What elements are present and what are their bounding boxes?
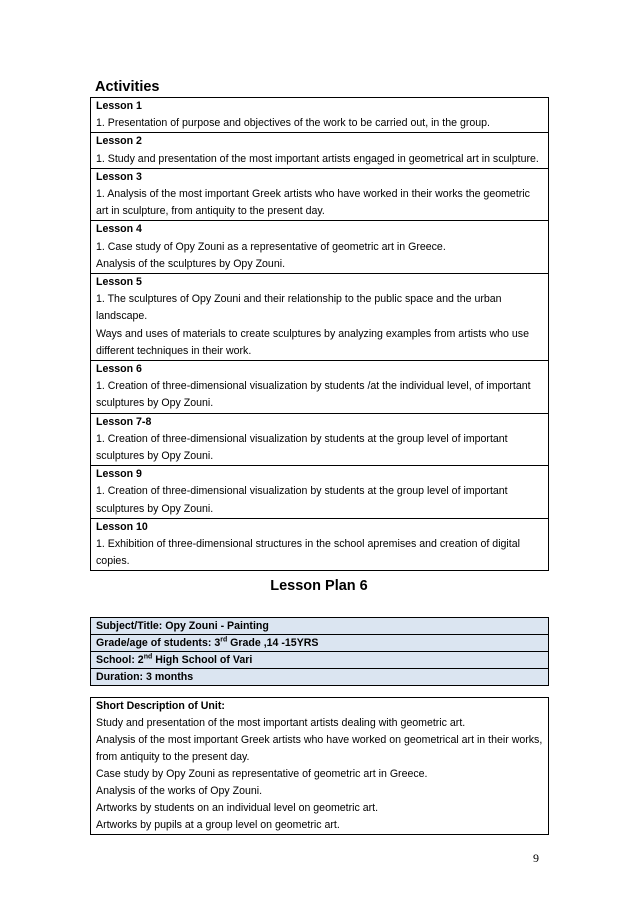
lesson-text: 1. Case study of Opy Zouni as a representative of geometric art in Greece. <box>96 240 446 253</box>
lesson-title: Lesson 9 <box>96 468 142 481</box>
lesson-row <box>91 413 549 466</box>
lesson-row <box>91 361 549 414</box>
lesson-row <box>91 221 549 274</box>
lesson-title: Lesson 10 <box>96 520 148 533</box>
unit-description-title: Short Description of Unit: <box>96 700 225 712</box>
unit-description-line: Case study by Opy Zouni as representative of geometric art in Greece. <box>96 768 428 780</box>
lesson-text: Ways and uses of materials to create sculptures by analyzing examples from artists who use different techniques in their work. <box>96 327 529 357</box>
lesson-title: Lesson 5 <box>96 276 142 289</box>
school-ordinal: nd <box>143 653 153 661</box>
lesson-cell <box>91 98 549 133</box>
lesson-cell <box>91 274 549 361</box>
lesson-row <box>91 466 549 519</box>
subject-title: Subject/Title: Opy Zouni - Painting <box>91 618 549 635</box>
unit-description-line: Analysis of the works of Opy Zouni. <box>96 785 263 797</box>
lesson-text: 1. Creation of three-dimensional visualization by students /at the individual level, of important sculptures by Opy Zouni. <box>96 380 531 410</box>
school-prefix: School: 2 <box>96 654 144 666</box>
unit-description-row <box>91 698 549 835</box>
lesson-text: 1. Exhibition of three-dimensional structures in the school apremises and creation of digital copies. <box>96 538 520 568</box>
lesson-title: Lesson 3 <box>96 170 142 183</box>
lesson-row <box>91 168 549 221</box>
page-number: 9 <box>533 851 539 865</box>
lesson-plan-title: Lesson Plan 6 <box>270 578 368 594</box>
duration: Duration: 3 months <box>91 669 549 686</box>
lesson-row <box>91 133 549 168</box>
lesson-cell <box>91 413 549 466</box>
lesson-text: 1. Study and presentation of the most important artists engaged in geometrical art in sculpture. <box>96 152 539 165</box>
school <box>91 652 549 669</box>
activities-heading: Activities <box>95 79 160 95</box>
grade-age <box>91 635 549 652</box>
lesson-text: 1. Creation of three-dimensional visualization by students at the group level of important sculptures by Opy Zouni. <box>96 432 508 463</box>
lesson-title: Lesson 4 <box>96 223 142 236</box>
lesson-cell <box>91 466 549 519</box>
lesson-title: Lesson 1 <box>96 100 142 112</box>
lesson-text: 1. Analysis of the most important Greek artists who have worked in their works the geometric art in sculpture, from antiquity to the present day. <box>96 188 530 218</box>
unit-description-cell <box>91 698 549 835</box>
grade-prefix: Grade/age of students: 3 <box>96 637 221 649</box>
unit-description-line: Artworks by students on an individual level on geometric art. <box>96 802 379 814</box>
lesson-row <box>91 518 549 571</box>
lesson-title: Lesson 6 <box>96 363 142 376</box>
unit-description-table <box>90 697 549 835</box>
info-row-subject <box>91 618 549 635</box>
grade-suffix: Grade ,14 -15YRS <box>227 637 319 649</box>
unit-description-line: Analysis of the most important Greek artists who have worked on geometrical art in their works, from antiquity to the present day. <box>96 734 543 763</box>
info-row-school <box>91 652 549 669</box>
lesson-cell <box>91 168 549 221</box>
lesson-text: 1. The sculptures of Opy Zouni and their relationship to the public space and the urban landscape. <box>96 293 502 323</box>
school-suffix: High School of Vari <box>152 654 253 666</box>
activities-table <box>90 97 549 571</box>
lesson-row <box>91 98 549 133</box>
lesson-text: 1. Creation of three-dimensional visualization by students at the group level of important sculptures by Opy Zouni. <box>96 485 508 515</box>
lesson-text: 1. Presentation of purpose and objectives of the work to be carried out, in the group. <box>96 117 490 130</box>
lesson-title: Lesson 7-8 <box>96 415 152 428</box>
lesson-row <box>91 274 549 361</box>
lesson-cell <box>91 361 549 414</box>
lesson-text: Analysis of the sculptures by Opy Zouni. <box>96 257 286 270</box>
lesson-title: Lesson 2 <box>96 135 142 148</box>
info-row-grade <box>91 635 549 652</box>
info-row-duration <box>91 669 549 686</box>
unit-description-line: Study and presentation of the most important artists dealing with geometric art. <box>96 717 466 729</box>
lesson-cell <box>91 518 549 571</box>
lesson-cell <box>91 133 549 168</box>
unit-description-line: Artworks by pupils at a group level on geometric art. <box>96 819 340 831</box>
lesson-cell <box>91 221 549 274</box>
lesson-plan-info-table <box>90 617 549 686</box>
grade-ordinal: rd <box>220 636 228 644</box>
